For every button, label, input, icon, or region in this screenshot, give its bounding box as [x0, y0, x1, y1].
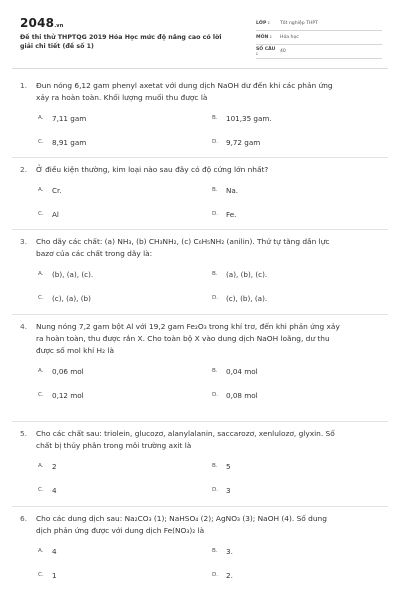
option-letter: D. [212, 487, 219, 493]
option-text: (c), (b), (a). [226, 294, 268, 303]
header-divider [12, 68, 388, 69]
question-text: Cho các chất sau: triolein, glucozơ, alanylalanin, saccarozơ, xenlulozơ, glyxin. Số [36, 429, 335, 438]
question-text: Đun nóng 6,12 gam phenyl axetat với dung dịch NaOH dư đến khi các phản ứng [36, 81, 333, 90]
option-c[interactable] [38, 294, 91, 303]
question-indent [20, 92, 36, 104]
options-row [38, 462, 382, 478]
option-text: 1 [52, 571, 57, 580]
option-a[interactable] [38, 114, 86, 123]
meta-row-subject [256, 31, 382, 45]
option-letter: A. [38, 271, 44, 277]
option-letter: C. [38, 295, 44, 301]
question-divider [12, 421, 388, 422]
option-c[interactable] [38, 486, 57, 495]
option-letter: B. [212, 368, 218, 374]
option-text: 2. [226, 571, 233, 580]
meta-value: Tốt nghiệp THPT [280, 21, 318, 26]
option-letter: B. [212, 115, 218, 121]
site-logo[interactable] [20, 16, 64, 30]
meta-key: LỚP : [256, 21, 270, 26]
option-text: 4 [52, 547, 57, 556]
options-row [38, 186, 382, 202]
document-header [20, 12, 382, 60]
question-text: Cho các dung dịch sau: Na₂CO₃ (1); NaHSO₄ (2); AgNO₃ (3); NaOH (4). Số dung [36, 514, 327, 523]
question-line [20, 440, 382, 452]
question-text: dịch phản ứng được với dung dịch Fe(NO₃)₂ là [36, 526, 205, 535]
meta-value: 40 [280, 49, 286, 54]
question-line [20, 164, 382, 176]
option-text: 0,12 mol [52, 391, 84, 400]
options-row [38, 391, 382, 407]
question-line [20, 345, 382, 357]
option-letter: C. [38, 572, 44, 578]
option-c[interactable] [38, 138, 86, 147]
options-row [38, 571, 382, 587]
question-number: 3. [20, 237, 28, 246]
option-letter: C. [38, 487, 44, 493]
question-number: 6. [20, 514, 28, 523]
document-meta [256, 17, 382, 59]
option-letter: D. [212, 211, 219, 217]
option-text: 0,08 mol [226, 391, 258, 400]
question-line [20, 248, 382, 260]
question-line [20, 513, 382, 525]
meta-row-grade [256, 17, 382, 31]
option-letter: B. [212, 271, 218, 277]
option-c[interactable] [38, 210, 59, 219]
option-letter: D. [212, 295, 219, 301]
option-text: 5 [226, 462, 231, 471]
question-line [20, 525, 382, 537]
question-text: Cho dãy các chất: (a) NH₃, (b) CH₃NH₂, (c) C₆H₅NH₂ (anilin). Thứ tự tăng dần lực [36, 237, 330, 246]
option-text: 0,04 mol [226, 367, 258, 376]
question-line [20, 236, 382, 248]
option-letter: A. [38, 187, 44, 193]
meta-row-question-count [256, 45, 382, 59]
meta-key: SỐ CÂU : [256, 46, 276, 57]
meta-value: Hóa học [280, 35, 299, 40]
option-b[interactable] [212, 186, 238, 195]
question-indent [20, 333, 36, 345]
question-text: bazơ của các chất trong dãy là: [36, 249, 153, 258]
option-a[interactable] [38, 462, 57, 471]
option-b[interactable] [212, 547, 233, 556]
option-letter: B. [212, 187, 218, 193]
option-letter: D. [212, 572, 219, 578]
question-1 [20, 80, 382, 154]
option-text: Na. [226, 186, 239, 195]
option-d[interactable] [212, 391, 258, 400]
option-text: 8,91 gam [52, 138, 87, 147]
question-number: 4. [20, 322, 28, 331]
option-c[interactable] [38, 391, 84, 400]
question-3 [20, 236, 382, 310]
options-row [38, 210, 382, 226]
option-text: 9,72 gam [226, 138, 261, 147]
option-letter: D. [212, 392, 219, 398]
question-5 [20, 428, 382, 502]
question-indent [20, 440, 36, 452]
question-indent [20, 345, 36, 357]
question-number: 1. [20, 81, 28, 90]
question-6 [20, 513, 382, 587]
question-indent [20, 525, 36, 537]
meta-key: MÔN : [256, 35, 272, 40]
option-text: 101,35 gam. [226, 114, 272, 123]
logo-main-text: 2048 [20, 16, 55, 30]
option-letter: B. [212, 548, 218, 554]
option-a[interactable] [38, 367, 84, 376]
option-c[interactable] [38, 571, 57, 580]
logo-domain-text: .vn [54, 23, 64, 29]
option-d[interactable] [212, 486, 231, 495]
option-text: 3. [226, 547, 233, 556]
options-row [38, 270, 382, 286]
options-row [38, 114, 382, 130]
option-letter: D. [212, 139, 219, 145]
question-text: được số mol khí H₂ là [36, 346, 114, 355]
options-row [38, 294, 382, 310]
option-b[interactable] [212, 270, 267, 279]
option-b[interactable] [212, 367, 258, 376]
option-a[interactable] [38, 547, 57, 556]
question-divider [12, 157, 388, 158]
option-a[interactable] [38, 270, 93, 279]
question-indent [20, 248, 36, 260]
options-row [38, 138, 382, 154]
option-text: (b), (a), (c). [52, 270, 94, 279]
question-divider [12, 229, 388, 230]
options-row [38, 547, 382, 563]
question-text: chất bị thủy phân trong môi trường axit là [36, 441, 192, 450]
option-letter: A. [38, 463, 44, 469]
option-d[interactable] [212, 138, 260, 147]
option-text: 3 [226, 486, 231, 495]
option-text: 7,11 gam [52, 114, 87, 123]
question-4 [20, 321, 382, 407]
question-number: 2. [20, 165, 28, 174]
question-line [20, 92, 382, 104]
option-text: Fe. [226, 210, 237, 219]
option-text: 4 [52, 486, 57, 495]
question-text: Nung nóng 7,2 gam bột Al với 19,2 gam Fe₂O₃ trong khí trơ, đến khi phản ứng xảy [36, 322, 340, 331]
option-letter: B. [212, 463, 218, 469]
option-d[interactable] [212, 210, 236, 219]
question-text: Ở điều kiện thường, kim loại nào sau đây có độ cứng lớn nhất? [36, 165, 269, 174]
options-row [38, 367, 382, 383]
question-line [20, 321, 382, 333]
option-letter: A. [38, 368, 44, 374]
option-d[interactable] [212, 571, 233, 580]
option-letter: C. [38, 211, 44, 217]
option-text: Cr. [52, 186, 62, 195]
question-number: 5. [20, 429, 28, 438]
option-letter: A. [38, 115, 44, 121]
document-title: Đề thi thử THPTQG 2019 Hóa Học mức độ nâng cao có lời giải chi tiết (đề số 1) [20, 34, 222, 50]
question-divider [12, 506, 388, 507]
question-2 [20, 164, 382, 226]
options-row [38, 486, 382, 502]
option-b[interactable] [212, 462, 231, 471]
option-letter: A. [38, 548, 44, 554]
option-text: Al [52, 210, 59, 219]
option-letter: C. [38, 392, 44, 398]
question-divider [12, 314, 388, 315]
question-line [20, 80, 382, 92]
option-text: 0,06 mol [52, 367, 84, 376]
option-d[interactable] [212, 294, 267, 303]
question-line [20, 428, 382, 440]
option-letter: C. [38, 139, 44, 145]
option-a[interactable] [38, 186, 62, 195]
question-text: xảy ra hoàn toàn. Khối lượng muối thu được là [36, 93, 208, 102]
question-line [20, 333, 382, 345]
question-text: ra hoàn toàn, thu được rắn X. Cho toàn bộ X vào dung dịch NaOH loãng, dư thu [36, 334, 330, 343]
option-b[interactable] [212, 114, 272, 123]
option-text: (c), (a), (b) [52, 294, 91, 303]
option-text: (a), (b), (c). [226, 270, 268, 279]
option-text: 2 [52, 462, 57, 471]
